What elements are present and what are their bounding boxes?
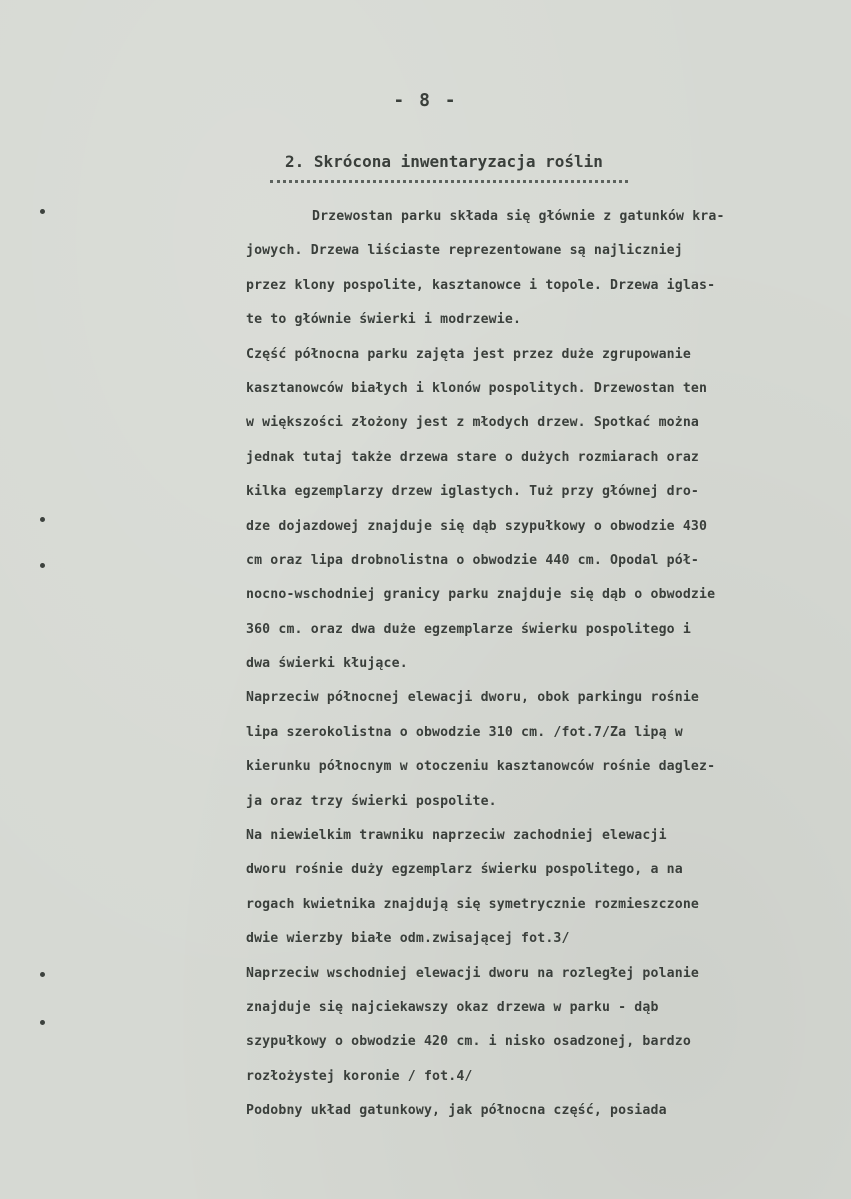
text-line: jowych. Drzewa liściaste reprezentowane są najliczniej (246, 243, 683, 259)
text-line: 360 cm. oraz dwa duże egzemplarze świerku pospolitego i (246, 621, 691, 637)
binder-hole-mark (40, 517, 45, 522)
text-line: przez klony pospolite, kasztanowce i topole. Drzewa iglas- (246, 277, 716, 293)
text-line: szypułkowy o obwodzie 420 cm. i nisko osadzonej, bardzo (246, 1034, 691, 1050)
text-line: Część północna parku zajęta jest przez duże zgrupowanie (246, 346, 691, 362)
text-line: Naprzeciw wschodniej elewacji dworu na rozległej polanie (246, 965, 700, 981)
text-line: w większości złożony jest z młodych drzew. Spotkać można (246, 415, 700, 431)
page-number: - 8 - (393, 90, 458, 111)
binder-hole-mark (40, 1020, 45, 1025)
text-line: dwie wierzby białe odm.zwisającej fot.3/ (246, 931, 570, 947)
text-line: Naprzeciw północnej elewacji dworu, obok parkingu rośnie (246, 690, 700, 706)
text-line: znajduje się najciekawszy okaz drzewa w parku - dąb (246, 999, 659, 1015)
text-line: dwa świerki kłujące. (246, 656, 408, 672)
text-line: nocno-wschodniej granicy parku znajduje się dąb o obwodzie (246, 587, 716, 603)
text-line: Na niewielkim trawniku naprzeciw zachodniej elewacji (246, 828, 667, 844)
text-line: kierunku północnym w otoczeniu kasztanowców rośnie daglez- (246, 759, 716, 775)
text-line: lipa szerokolistna o obwodzie 310 cm. /fot.7/Za lipą w (246, 724, 683, 740)
heading-underline (270, 180, 628, 183)
text-line: rogach kwietnika znajdują się symetrycznie rozmieszczone (246, 896, 700, 912)
text-line: Drzewostan parku składa się głównie z gatunków kra- (312, 209, 725, 224)
text-line: jednak tutaj także drzewa stare o dużych rozmiarach oraz (246, 449, 700, 465)
text-line: te to głównie świerki i modrzewie. (246, 312, 522, 328)
binder-hole-mark (40, 209, 45, 214)
binder-hole-mark (40, 563, 45, 568)
text-line: Podobny układ gatunkowy, jak północna część, posiada (246, 1103, 667, 1119)
text-line: kasztanowców białych i klonów pospolitych. Drzewostan ten (246, 380, 708, 396)
section-heading: 2. Skrócona inwentaryzacja roślin (285, 152, 603, 171)
text-line: dworu rośnie duży egzemplarz świerku pospolitego, a na (246, 862, 683, 878)
text-line: rozłożystej koronie / fot.4/ (246, 1068, 473, 1084)
binder-hole-mark (40, 972, 45, 977)
text-line: dze dojazdowej znajduje się dąb szypułkowy o obwodzie 430 (246, 518, 708, 534)
body-text (246, 200, 841, 1129)
text-line: kilka egzemplarzy drzew iglastych. Tuż przy głównej dro- (246, 484, 700, 500)
text-line: ja oraz trzy świerki pospolite. (246, 793, 497, 809)
text-line: cm oraz lipa drobnolistna o obwodzie 440 cm. Opodal pół- (246, 552, 700, 568)
